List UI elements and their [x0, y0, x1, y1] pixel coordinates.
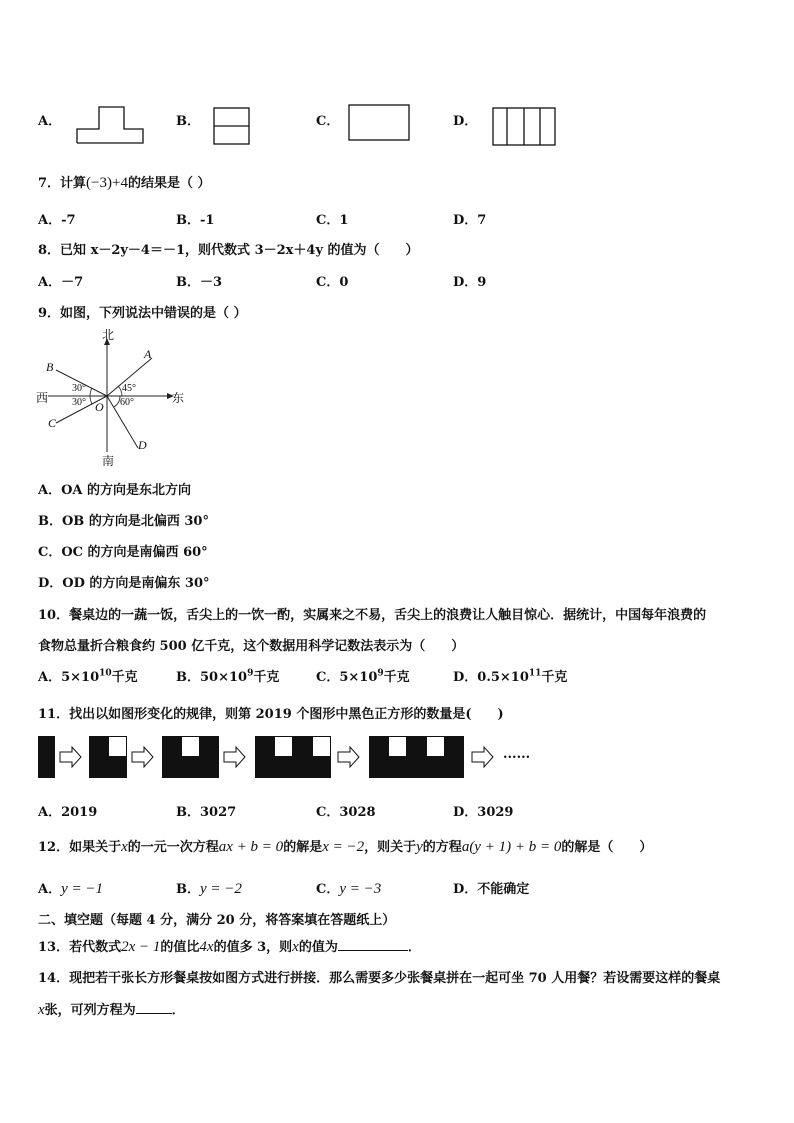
angle-d-label: 60° — [120, 397, 134, 408]
q8-option-a: A．－7 — [38, 275, 84, 290]
q10-option-a: A．$5\times 10^{10}$千克 — [38, 668, 138, 685]
q12-option-c: C．y = −3 — [316, 881, 382, 897]
q11-option-b: B．3027 — [176, 805, 237, 820]
label-a: A — [144, 347, 152, 361]
q8-option-b: B．－3 — [176, 275, 223, 290]
q10-stem-line2: 食物总量折合粮食约 500 亿千克，这个数据用科学记数法表示为（ ） — [38, 639, 465, 654]
q9-option-a: A．OA 的方向是东北方向 — [38, 483, 192, 498]
q9-option-c: C．OC 的方向是南偏西 60° — [38, 545, 208, 560]
q10-option-c: C．$5\times 10^9$千克 — [316, 668, 410, 685]
q11-option-d: D．3029 — [453, 805, 514, 820]
q6-figure-b — [213, 107, 253, 147]
q10-option-d: D．$0.5\times 10^{11}$千克 — [453, 668, 568, 685]
q10-option-b: B．$50\times 10^9$千克 — [176, 668, 280, 685]
q8-stem: 8．已知 x－2y－4＝－1，则代数式 3－2x＋4y 的值为（ ） — [38, 243, 419, 258]
q12-equation-2: a(y + 1) + b = 0 — [461, 839, 562, 855]
q9-option-b: B．OB 的方向是北偏西 30° — [38, 514, 209, 529]
q11-ellipsis: ...... — [503, 747, 531, 762]
label-d: D — [138, 438, 147, 452]
label-b: B — [46, 360, 54, 374]
q11-option-c: C．3028 — [316, 805, 376, 820]
q8-expression: 3－2x＋4y — [254, 243, 324, 258]
q12-solution: x = −2 — [322, 839, 365, 855]
q12-option-b: B．y = −2 — [176, 881, 242, 897]
q11-option-a: A．2019 — [38, 805, 98, 820]
q13-answer-blank[interactable] — [338, 950, 408, 951]
q6-figure-d — [492, 107, 560, 147]
q9-option-d: D．OD 的方向是南偏东 30° — [38, 576, 210, 591]
q6-option-d: D． — [453, 114, 478, 129]
angle-b-label: 30° — [72, 383, 86, 394]
q6-figure-a — [76, 106, 146, 146]
label-east: 东 — [172, 391, 185, 405]
q7-option-c: C．1 — [316, 213, 349, 228]
angle-c-label: 30° — [72, 397, 86, 408]
label-north: 北 — [102, 328, 115, 342]
q9-compass-figure — [34, 328, 185, 468]
q8-option-d: D．9 — [453, 275, 487, 290]
q12-option-a: A．y = −1 — [38, 881, 103, 897]
q12-equation-1: ax + b = 0 — [218, 839, 284, 855]
label-south: 南 — [102, 454, 115, 468]
angle-a-label: 45° — [122, 383, 136, 394]
q14-stem-line2: x张，可列方程为 ． — [38, 1002, 185, 1018]
q7-option-a: A．-7 — [38, 213, 76, 228]
q6-option-a: A． — [38, 114, 62, 129]
q14-answer-blank[interactable] — [136, 1013, 172, 1014]
q11-pattern-figure — [38, 736, 518, 780]
q10-stem-line1: 10．餐桌边的一蔬一饭，舌尖上的一饮一酌，实属来之不易，舌尖上的浪费让人触目惊心．据统计，中国每年浪费的 — [38, 608, 707, 623]
q12-stem: 12．如果关于x的一元一次方程ax + b = 0的解是x = −2，则关于y的方程a(y + 1) + b = 0的解是（ ） — [38, 839, 653, 855]
q13-stem: 13．若代数式2x − 1的值比4x的值多 3，则x的值为 ． — [38, 939, 421, 955]
q6-option-b: B． — [176, 114, 200, 129]
q7-option-b: B．-1 — [176, 213, 215, 228]
q12-option-d: D．不能确定 — [453, 882, 530, 897]
label-west: 西 — [36, 391, 49, 405]
label-c: C — [48, 416, 57, 430]
label-o: O — [95, 400, 104, 414]
q6-option-c: C． — [316, 114, 340, 129]
q7-stem: 7．计算(−3)+4的结果是（ ） — [38, 175, 211, 191]
q9-stem: 9．如图，下列说法中错误的是（ ） — [38, 306, 247, 321]
q8-given: x－2y－4＝－1 — [90, 243, 186, 258]
q11-stem: 11．找出以如图形变化的规律，则第 2019 个图形中黑色正方形的数量是( ) — [38, 707, 504, 722]
section-2-heading: 二、填空题（每题 4 分，满分 20 分，将答案填在答题纸上） — [38, 913, 396, 928]
q14-stem-line1: 14．现把若干张长方形餐桌按如图方式进行拼接．那么需要多少张餐桌拼在一起可坐 70 人用餐？若设需要这样的餐桌 — [38, 971, 721, 986]
q7-option-d: D．7 — [453, 213, 487, 228]
q8-option-c: C．0 — [316, 275, 349, 290]
q6-figure-c — [348, 104, 413, 144]
q7-expression: (−3)+4 — [86, 175, 128, 191]
